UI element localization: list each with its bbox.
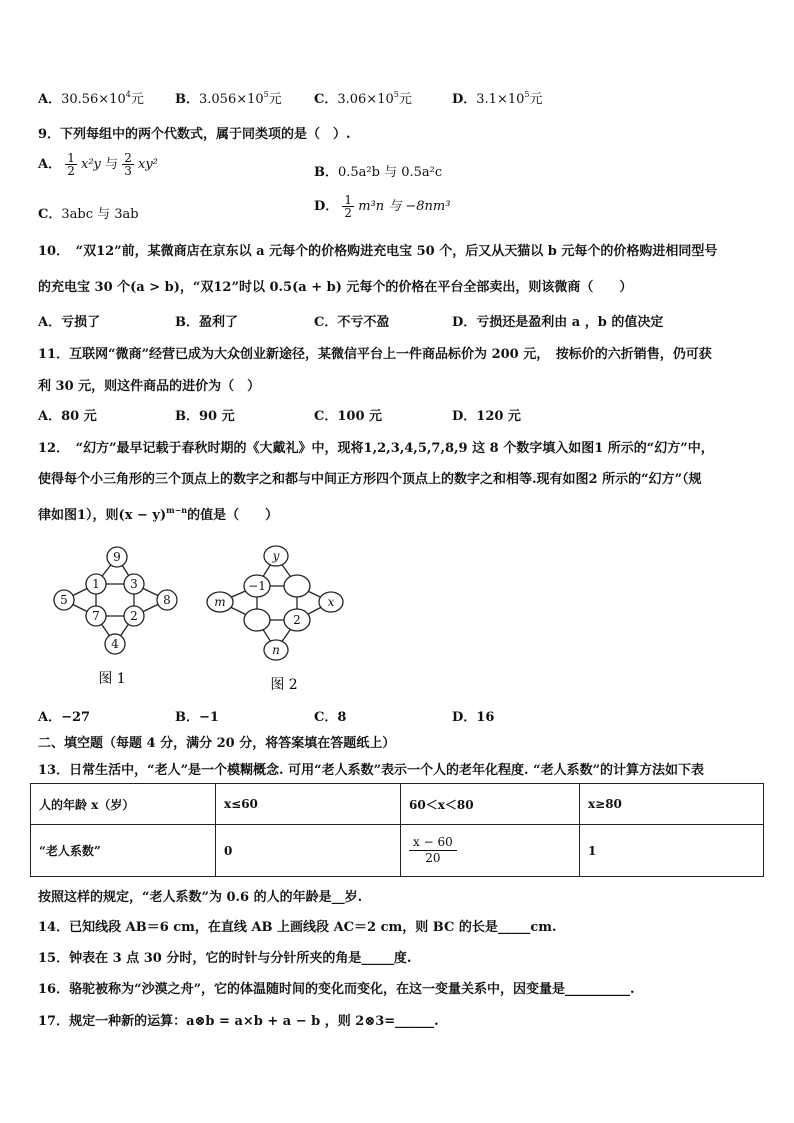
q11-option-a: A．80 元	[38, 409, 97, 424]
q13-stem: 13．日常生活中，“老人”是一个模糊概念. 可用“老人系数”表示一个人的老年化程度. “老人系数”的计算方法如下表	[38, 763, 705, 778]
fig2-caption: 图 2	[270, 677, 298, 693]
q13-table	[30, 783, 764, 877]
q11-option-c: C．100 元	[314, 409, 383, 424]
fig1-node-tr: 3	[130, 577, 138, 591]
q10-option-d: D．亏损还是盈利由 a ，b 的值决定	[452, 315, 664, 330]
table-row	[31, 784, 764, 825]
q11-line1: 11．互联网“微商”经营已成为大众创业新途径，某微信平台上一件商品标价为 200 元， 按标价的六折销售，仍可获	[38, 347, 712, 362]
fig2-node-left: m	[214, 595, 226, 609]
q10-option-b: B．盈利了	[175, 315, 238, 330]
q11-option-d: D．120 元	[452, 409, 521, 424]
q10-line1: 10． “双12”前，某微商店在京东以 a 元每个的价格购进充电宝 50 个，后又从天猫以 b 元每个的价格购进相同型号	[38, 244, 718, 259]
q15: 15．钟表在 3 点 30 分时，它的时针与分针所夹的角是_____度.	[38, 951, 412, 966]
q8-option-c: C．$3.06\times 10^5$元	[314, 90, 412, 107]
q14: 14．已知线段 AB＝6 cm，在直线 AB 上画线段 AC＝2 cm，则 BC 的长是_____cm.	[38, 920, 557, 935]
q12-option-d: D．16	[452, 710, 495, 725]
table-cell: “老人系数”	[31, 825, 216, 877]
q8-option-d: D．$3.1\times 10^5$元	[452, 90, 543, 107]
q11-line2: 利 30 元，则这件商品的进价为（ ）	[38, 379, 261, 394]
fig2-node-br: 2	[293, 613, 301, 627]
fig1-node-br: 2	[130, 609, 138, 623]
fig1-node-right: 8	[163, 593, 171, 607]
age-fraction: $\frac{x - 60}{20}$	[409, 835, 457, 866]
table-cell: 1	[580, 825, 764, 877]
fig1-node-bl: 7	[92, 609, 100, 623]
table-row	[31, 825, 764, 877]
fig2-node-bottom: n	[272, 643, 280, 657]
figure-1	[40, 540, 190, 700]
q8-option-a: A．$30.56\times 10^4$元	[38, 90, 144, 107]
q8-option-b: B．$3.056\times 10^5$元	[175, 90, 282, 107]
q16: 16．骆驼被称为“沙漠之舟”，它的体温随时间的变化而变化，在这一变量关系中，因变量是__________.	[38, 982, 635, 997]
q12-line1: 12． “幻方”最早记载于春秋时期的《大戴礼》中，现将1,2,3,4,5,7,8,9 这 8 个数字填入如图1 所示的“幻方”中，	[38, 441, 714, 456]
fig2-node-tl: −1	[248, 579, 266, 593]
q9-stem: 9．下列每组中的两个代数式，属于同类项的是（ ）.	[38, 127, 351, 142]
q13-after: 按照这样的规定，“老人系数”为 0.6 的人的年龄是__岁.	[38, 890, 363, 905]
q9-option-b: B．0.5a²b 与 0.5a²c	[314, 165, 443, 180]
q17: 17．规定一种新的运算：a⊗b = a×b + a − b ，则 2⊗3=______.	[38, 1014, 439, 1029]
fig2-node-top: y	[272, 549, 280, 563]
table-cell: x≤60	[216, 784, 401, 825]
figure-2	[200, 540, 360, 700]
table-cell: 60＜x＜80	[401, 784, 580, 825]
q12-option-b: B．−1	[175, 710, 219, 725]
q12-line2: 使得每个小三角形的三个顶点上的数字之和都与中间正方形四个顶点上的数字之和相等.现有如图2 所示的“幻方”（规	[38, 472, 702, 487]
table-cell	[401, 825, 580, 877]
fig2-node-right: x	[327, 595, 335, 609]
q10-option-c: C．不亏不盈	[314, 315, 390, 330]
q11-option-b: B．90 元	[175, 409, 235, 424]
table-cell: 0	[216, 825, 401, 877]
fig1-node-tl: 1	[92, 577, 100, 591]
fig1-node-bottom: 4	[111, 637, 119, 651]
table-cell: x≥80	[580, 784, 764, 825]
q12-option-a: A．−27	[38, 710, 91, 725]
q10-line2: 的充电宝 30 个(a > b)，“双12”时以 0.5(a + b) 元每个的价格在平台全部卖出，则该微商（ ）	[38, 280, 633, 295]
q9-option-a: A． $\frac{1}{2}$ x²y 与 $\frac{2}{3}$ xy²	[38, 151, 158, 178]
fig1-node-left: 5	[60, 593, 68, 607]
table-cell: 人的年龄 x（岁）	[31, 784, 216, 825]
q12-line3: 律如图1），则$(x - y)^{m-n}$的值是（ ）	[38, 505, 279, 523]
q9-option-d: D． $\frac{1}{2}$ m³n 与 −8nm³	[314, 193, 451, 220]
q12-option-c: C．8	[314, 710, 347, 725]
fig1-caption: 图 1	[98, 671, 126, 687]
q10-option-a: A．亏损了	[38, 315, 101, 330]
section-2-heading: 二、填空题（每题 4 分，满分 20 分，将答案填在答题纸上）	[38, 736, 396, 751]
q9-option-c: C．3abc 与 3ab	[38, 207, 139, 222]
fig1-node-top: 9	[113, 550, 121, 564]
